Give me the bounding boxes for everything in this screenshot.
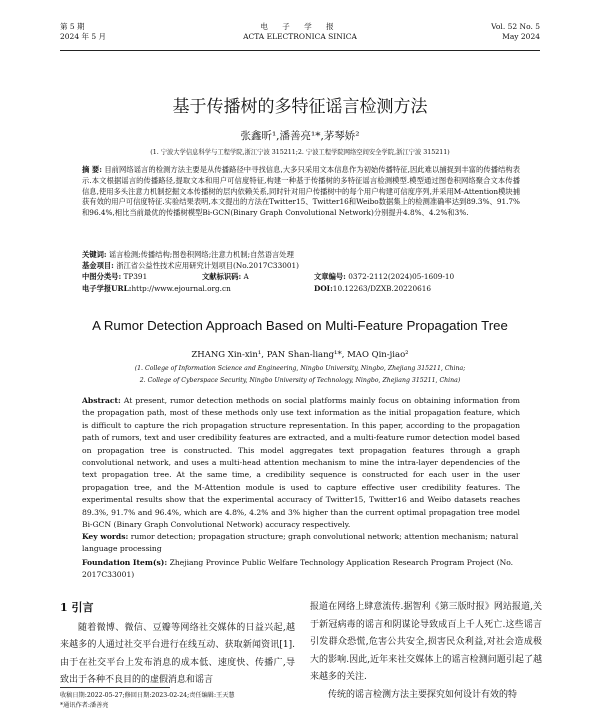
body-column-right (310, 599, 542, 704)
affiliation-en-1: (1. College of Information Science and Engineering, Ningbo University, Ningbo, Zhejiang 315211, China; (134, 365, 466, 372)
clc-value: TP391 (123, 272, 148, 281)
article-number-value: 0372-2112(2024)05-1609-10 (348, 272, 455, 281)
doi (314, 284, 431, 295)
article-number-label: 文章编号: (314, 272, 346, 281)
section-heading: 1 引言 (60, 601, 94, 614)
url-label: 电子学报URL: (82, 284, 132, 293)
fund-en (82, 557, 520, 582)
fund-cn-label: 基金项目: (82, 261, 114, 270)
clc-code (82, 272, 147, 283)
paper-title-cn: 基于传播树的多特征谣言检测方法 (172, 97, 428, 117)
journal-name-en: ACTA ELECTRONICA SINICA (243, 31, 357, 41)
header-center (60, 22, 540, 41)
footnote-rule (60, 687, 170, 688)
footnote-received: 收稿日期:2022-05-27;修回日期:2023-02-24;责任编辑:王天慧 (60, 692, 235, 699)
journal-name-cn: 电 子 学 报 (260, 22, 340, 31)
url-value: http://www.ejournal.org.cn (131, 284, 231, 293)
keywords-cn-text: 谣言检测;传播结构;图卷积网络;注意力机制;自然语言处理 (108, 250, 294, 259)
keywords-en (82, 531, 520, 556)
header-rule (60, 50, 540, 51)
abstract-en (82, 395, 520, 531)
abstract-en-text: At present, rumor detection methods on social platforms mainly focus on obtaining information from the propagation path, most of these methods only use text information as the initial propagation feature, which is difficult to capture the rich propagation structure representation. In this paper, according to the propagation path of rumors, text and user credibility features are extracted, and a multi-feature rumor detection model based on propagation tree is constructed. This model aggregates text propagation features through a graph convolutional network, and uses a multi-head attention mechanism to mine the intra-layer dependencies of the text propagation tree. At the same time, a credibility sequence is constructed for each user in the user propagation tree, and the M-Attention module is used to capture effective user credibility features. The experimental results show that the experimental accuracy of Twitter15, Twitter16 and Weibo datasets reaches 89.3%, 91.7% and 96.4%, which are 4.8%, 4.2% and 3% higher than the current optimal propagation tree model Bi-GCN (Binary Graph Convolutional Network) accuracy respectively. (82, 396, 520, 530)
abstract-cn (82, 165, 520, 219)
fund-cn (82, 261, 520, 272)
abstract-cn-text: 目前网络谣言的检测方法主要是从传播路径中寻找信息,大多只采用文本信息作为初始传播特征,因此难以捕捉到丰富的传播结构表示.本文根据谣言的传播路径,提取文本和用户可信度特征,构建一种基于传播树的多特征谣言检测模型.模型通过图卷积网络聚合文本传播信息,使用多头注意力机制挖掘文本传播树的层内依赖关系,同时针对用户传播树中的每个用户构建可信度序列,并采用M-Attention模块捕获有效的用户可信度特征.实验结果表明,本文提出的方法在Twitter15、Twitter16和Weibo数据集上的检测准确率达到89.3%、91.7%和96.4%,相比当前最优的传播树模型Bi-GCN(Binary Graph Convolutional Network)分别提升4.8%、4.2%和3%. (82, 165, 521, 218)
keywords-en-label: Key words: (82, 532, 129, 541)
header-right (491, 22, 540, 41)
footnote-corresponding: *通讯作者:潘善亮 (60, 702, 109, 709)
keywords-cn-label: 关键词: (82, 250, 107, 259)
doc-code (202, 272, 249, 283)
paper-title-en: A Rumor Detection Approach Based on Multi-Feature Propagation Tree (92, 318, 508, 333)
issue-cn: 第 5 期 (60, 22, 85, 31)
affiliations-cn: (1. 宁波大学信息科学与工程学院,浙江宁波 315211;2. 宁波工程学院网络空间安全学院,浙江宁波 315211) (150, 149, 450, 156)
doc-code-label: 文献标识码: (202, 272, 242, 281)
fund-en-text: Zhejiang Province Public Welfare Technology Application Research Program Project (No. 2017C33001) (82, 558, 514, 580)
authors-cn: 张鑫昕¹,潘善亮¹*,茅琴娇² (240, 130, 360, 142)
clc-label: 中图分类号: (82, 272, 122, 281)
body-paragraph-left: 随着微博、微信、豆瓣等网络社交媒体的日益兴起,越来越多的人通过社交平台进行在线互动、获取新闻资讯[1].由于在社交平台上发布消息的成本低、速度快、传播广,导致出于各种不良目的的虚假消息和谣言 (60, 622, 295, 685)
fund-cn-text: 浙江省公益性技术应用研究计划项目(No.2017C33001) (116, 261, 299, 270)
affiliation-en-2: 2. College of Cyberspace Security, Ningbo University of Technology, Ningbo, Zhejiang 315211, China) (139, 377, 461, 384)
body-column-left (60, 599, 295, 690)
running-header (60, 22, 540, 48)
date-en: May 2024 (502, 31, 540, 41)
abstract-en-label: Abstract: (82, 396, 121, 405)
body-paragraph-right-2: 传统的谣言检测方法主要探究如何设计有效的特 (328, 689, 518, 700)
abstract-cn-label: 摘 要: (82, 165, 102, 174)
body-paragraph-right-1: 报道在网络上肆意流传.据智利《第三版时报》网站报道,关于新冠病毒的谣言和阴谋论导致成百上千人死亡.这些谣言引发群众恐慌,危害公共安全,损害民众利益,对社会造成极大的影响.因此,近年来社交媒体上的谣言检测问题引起了越来越多的关注. (310, 602, 542, 682)
volume-number: Vol. 52 No. 5 (491, 22, 540, 31)
keywords-en-text: rumor detection; propagation structure; graph convolutional network; attention mechanism; natural language processing (82, 532, 519, 554)
date-cn: 2024 年 5 月 (60, 31, 107, 41)
authors-en: ZHANG Xin-xin¹, PAN Shan-liang¹*, MAO Qin-jiao² (191, 350, 409, 360)
doi-label: DOI: (314, 284, 333, 293)
doc-code-value: A (243, 272, 249, 281)
journal-url (82, 284, 231, 295)
keywords-cn (82, 250, 520, 261)
doi-value: 10.12263/DZXB.20220616 (332, 284, 432, 293)
fund-en-label: Foundation Item(s): (82, 558, 168, 567)
article-number (314, 272, 454, 283)
